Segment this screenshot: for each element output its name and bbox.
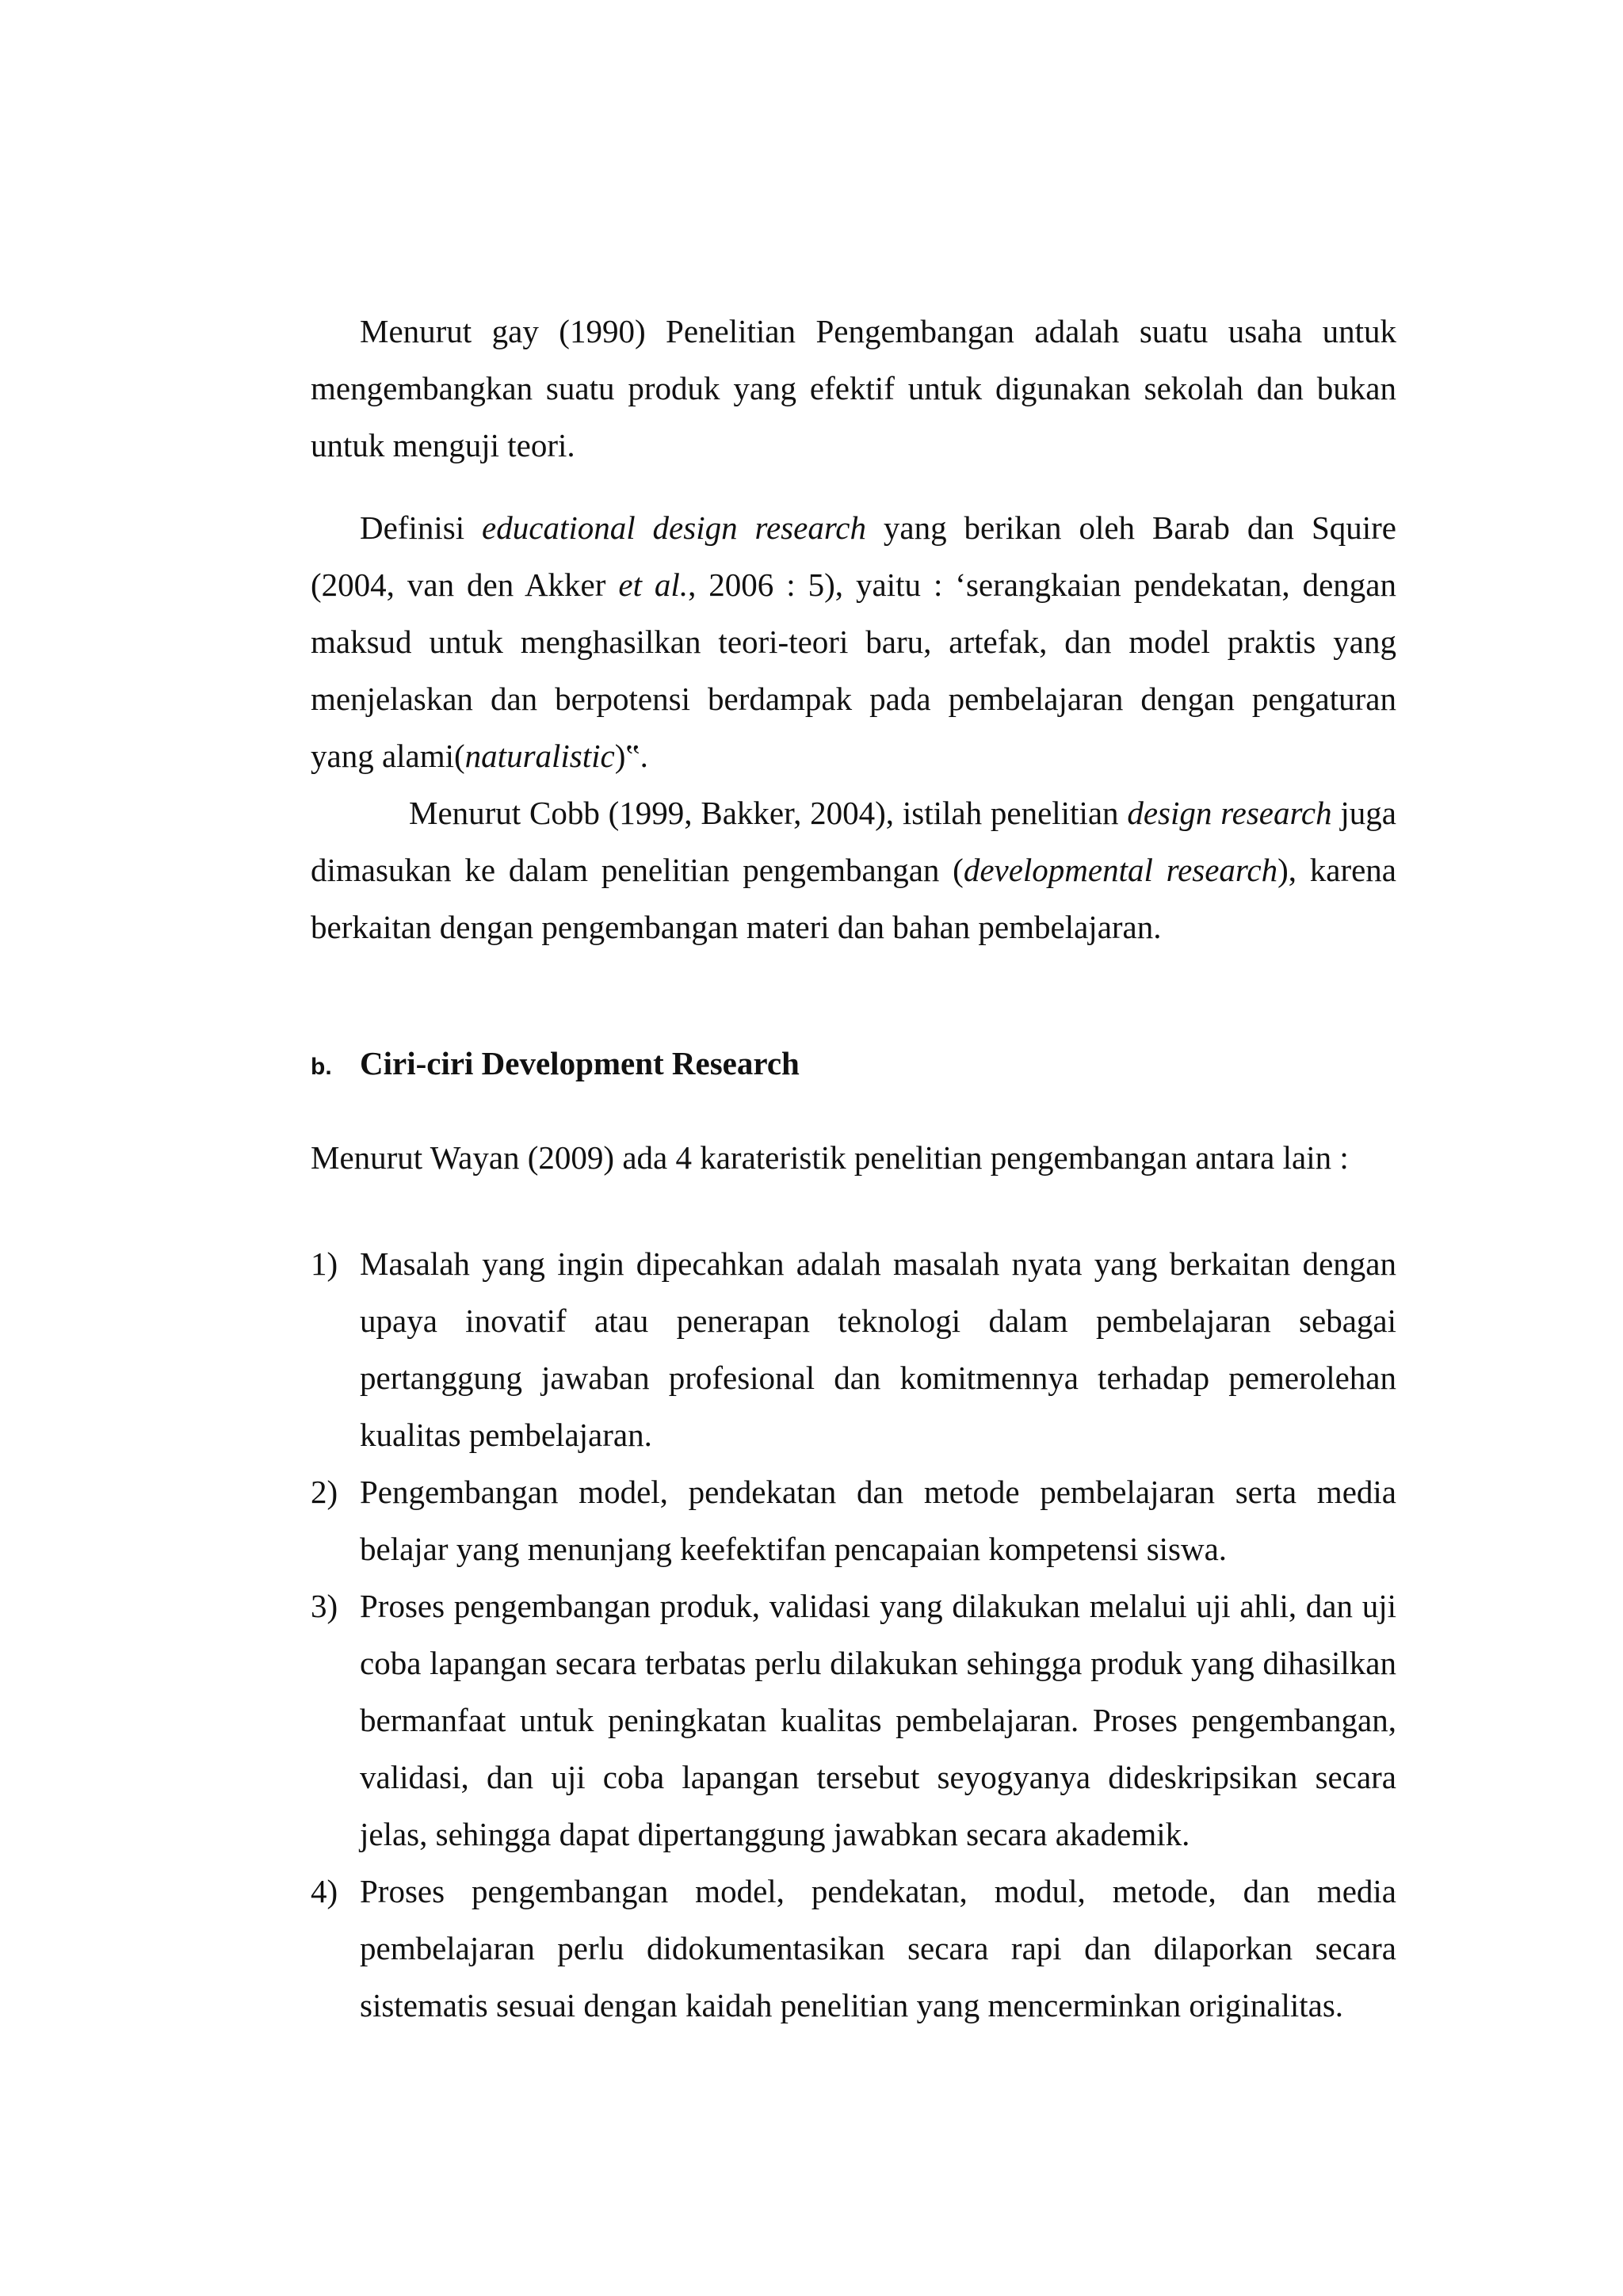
text-run: )‟. — [614, 738, 648, 774]
paragraph-educational-design-research — [311, 499, 1396, 784]
paragraph-cobb-design-research — [311, 784, 1396, 955]
italic-term: developmental research — [963, 852, 1278, 888]
characteristics-list — [311, 1235, 1396, 2034]
list-number: 2) — [311, 1474, 338, 1510]
list-text: Proses pengembangan produk, validasi yang dilakukan melalui uji ahli, dan uji coba lapangan secara terbatas perlu dilakukan sehingga produk yang dihasilkan bermanfaat untuk peningkatan kualitas pembelajaran. Proses pengembangan, validasi, dan uji coba lapangan tersebut seyogyanya dideskripsikan secara jelas, sehingga dapat dipertanggung jawabkan secara akademik. — [360, 1588, 1396, 1852]
list-number: 3) — [311, 1588, 338, 1624]
list-text: Masalah yang ingin dipecahkan adalah masalah nyata yang berkaitan dengan upaya inovatif atau penerapan teknologi dalam pembelajaran sebagai pertanggung jawaban profesional dan komitmennya terhadap pemerolehan kualitas pembelajaran. — [360, 1245, 1396, 1453]
text-run: Definisi — [360, 509, 483, 546]
intro-paragraph: Menurut Wayan (2009) ada 4 karateristik penelitian pengembangan antara lain : — [311, 1139, 1349, 1176]
list-number: 1) — [311, 1245, 338, 1282]
list-item — [311, 1235, 1396, 1463]
list-text: Proses pengembangan model, pendekatan, modul, metode, dan media pembelajaran perlu didokumentasikan secara rapi dan dilaporkan secara sistematis sesuai dengan kaidah penelitian yang mencerminkan originalitas. — [360, 1873, 1396, 2023]
list-text: Pengembangan model, pendekatan dan metode pembelajaran serta media belajar yang menunjang keefektifan pencapaian kompetensi siswa. — [360, 1474, 1396, 1567]
text-run: yang berikan oleh Barab dan Squire (2004, van den Akker — [311, 509, 1396, 603]
italic-term: naturalistic — [464, 738, 615, 774]
italic-term: et al. — [618, 566, 689, 603]
document-body — [311, 303, 1396, 2034]
italic-term: design research — [1127, 795, 1332, 831]
text-run: Menurut Cobb (1999, Bakker, 2004), istilah penelitian — [409, 795, 1128, 831]
text-run: , 2006 : 5), yaitu : ‘serangkaian pendekatan, dengan maksud untuk menghasilkan teori-teori baru, artefak, dan model praktis yang menjelaskan dan berpotensi berdampak pada pembelajaran dengan pengaturan yang alami( — [311, 566, 1397, 774]
list-item — [311, 1577, 1396, 1863]
list-item — [311, 1863, 1396, 2034]
list-item — [311, 1463, 1396, 1577]
section-title: Ciri-ciri Development Research — [360, 1045, 800, 1081]
section-heading — [311, 1035, 1396, 1096]
section-marker: b. — [311, 1054, 332, 1080]
text-run: ), karena berkaitan dengan pengembangan materi dan bahan pembelajaran. — [311, 852, 1396, 945]
list-number: 4) — [311, 1873, 338, 1909]
italic-term: educational design research — [482, 509, 866, 546]
text-run: juga dimasukan ke dalam penelitian pengembangan ( — [311, 795, 1396, 888]
paragraph-gay-definition: Menurut gay (1990) Penelitian Pengembangan adalah suatu usaha untuk mengembangkan suatu produk yang efektif untuk digunakan sekolah dan bukan untuk menguji teori. — [311, 313, 1396, 463]
